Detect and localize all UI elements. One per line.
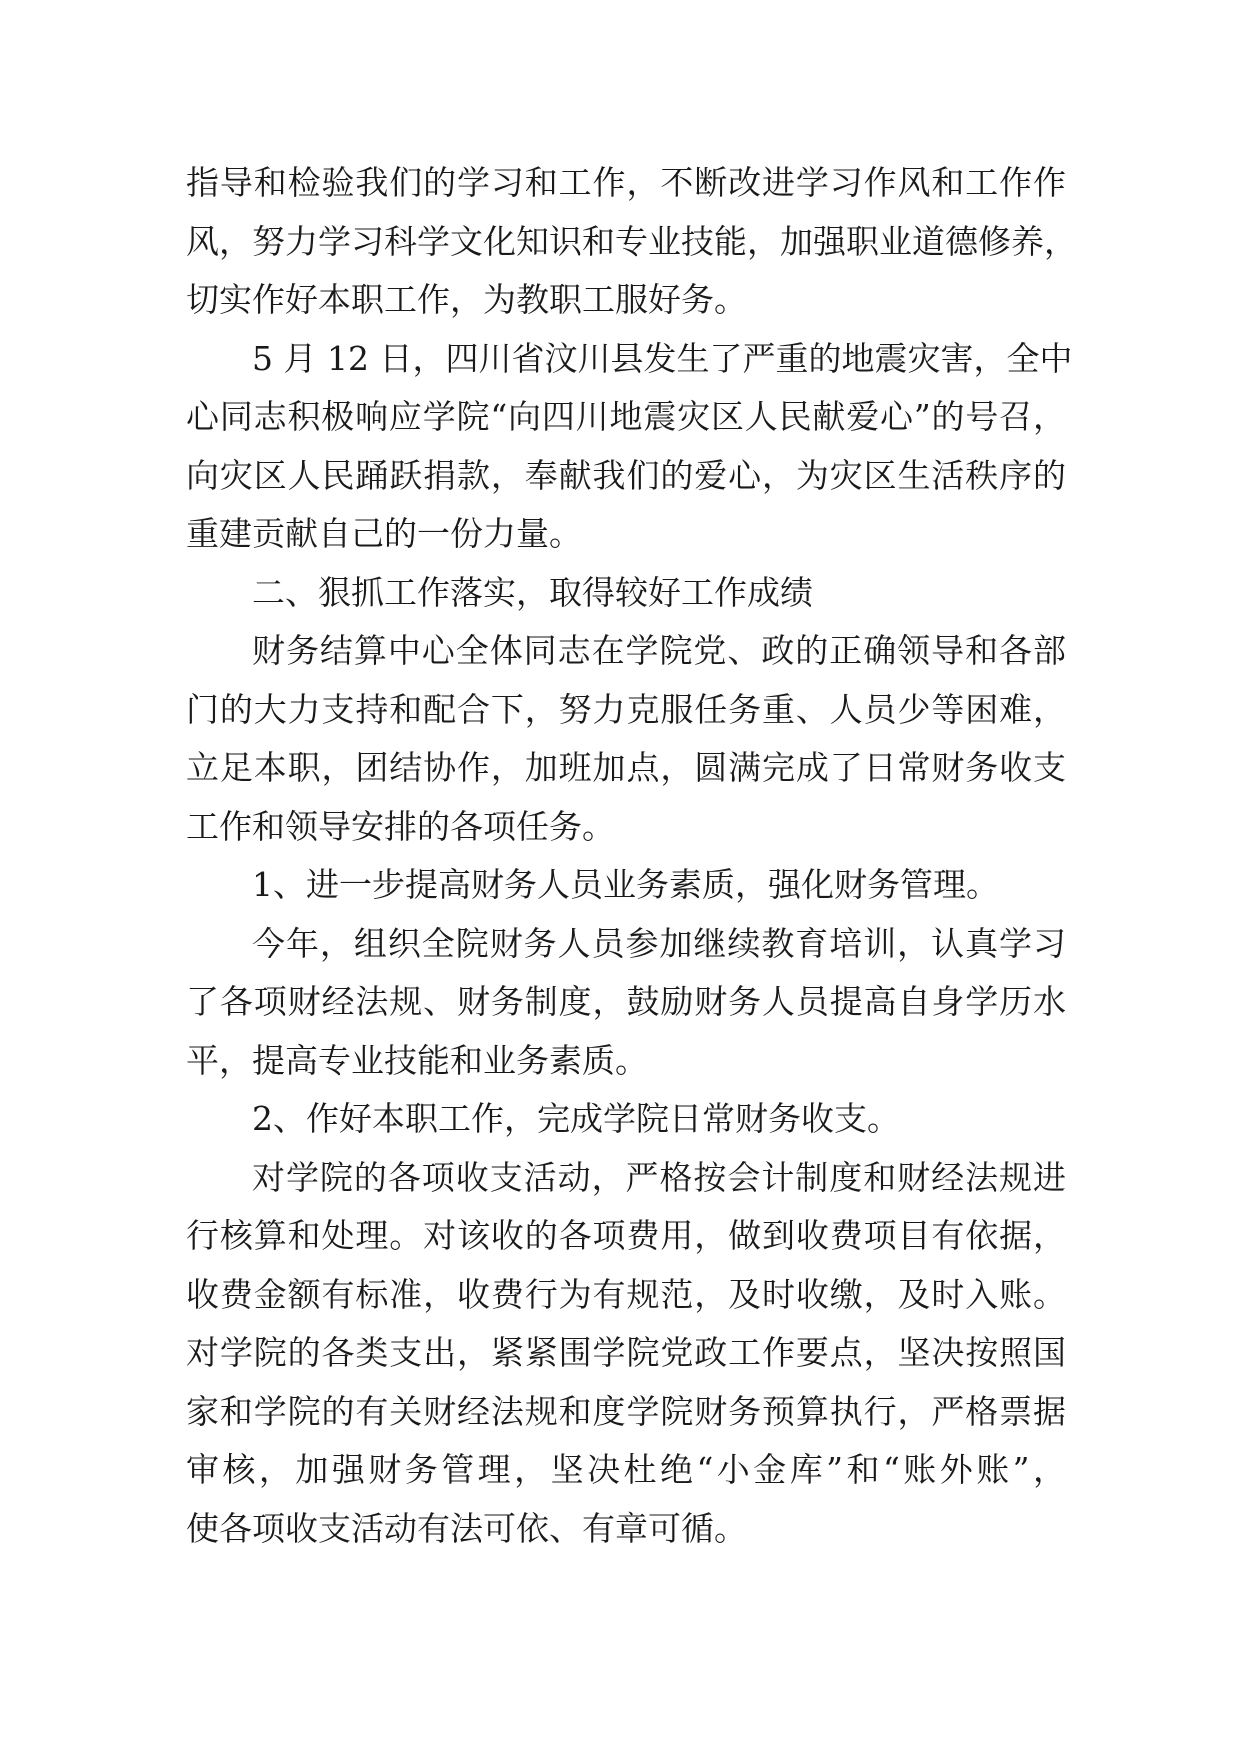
subsection-heading: 2、作好本职工作，完成学院日常财务收支。 [252, 1099, 900, 1138]
text-line: 工作和领导安排的各项任务。 [186, 806, 615, 846]
subheading-2 [186, 1090, 1066, 1149]
paragraph-1 [186, 154, 1077, 330]
text-line: 今年，组织全院财务人员参加继续教育培训，认真学习 [252, 923, 1066, 963]
text-line: 门的大力支持和配合下，努力克服任务重、人员少等困难， [186, 689, 1066, 729]
section-heading-2 [186, 564, 1066, 623]
text-line: 使各项收支活动有法可依、有章可循。 [186, 1508, 747, 1548]
text-line: 行核算和处理。对该收的各项费用，做到收费项目有依据， [186, 1216, 1066, 1255]
text-line: 财务结算中心全体同志在学院党、政的正确领导和各部 [252, 631, 1066, 670]
text-line: 5 月 12 日，四川省汶川县发生了严重的地震灾害，全中 [252, 338, 1073, 378]
text-line: 切实作好本职工作，为教职工服好务。 [186, 280, 747, 319]
text-line: 收费金额有标准，收费行为有规范，及时收缴，及时入账。 [186, 1274, 1066, 1314]
text-line: 向灾区人民踊跃捐款，奉献我们的爱心，为灾区生活秩序的 [186, 455, 1066, 495]
subsection-heading: 1、进一步提高财务人员业务素质，强化财务管理。 [252, 865, 999, 904]
text-line: 立足本职，团结协作，加班加点，圆满完成了日常财务收支 [186, 748, 1066, 787]
text-line: 审核，加强财务管理，坚决杜绝“小金库”和“账外账”， [186, 1450, 1066, 1489]
text-line: 平，提高专业技能和业务素质。 [186, 1040, 648, 1080]
paragraph-3 [186, 622, 1066, 856]
text-line: 重建贡献自己的一份力量。 [186, 514, 582, 553]
text-line: 对学院的各类支出，紧紧围学院党政工作要点，坚决按照国 [186, 1333, 1066, 1372]
paragraph-2 [186, 330, 1073, 564]
subheading-1 [186, 856, 1066, 915]
paragraph-5 [186, 1149, 1066, 1559]
text-line: 了各项财经法规、财务制度，鼓励财务人员提高自身学历水 [186, 982, 1066, 1021]
section-heading: 二、狠抓工作落实，取得较好工作成绩 [252, 572, 813, 612]
text-line: 心同志积极响应学院“向四川地震灾区人民献爱心”的号召， [186, 397, 1066, 436]
text-line: 对学院的各项收支活动，严格按会计制度和财经法规进 [252, 1157, 1066, 1197]
document-body [186, 154, 1077, 1558]
paragraph-4 [186, 915, 1066, 1091]
text-line: 家和学院的有关财经法规和度学院财务预算执行，严格票据 [186, 1391, 1066, 1431]
text-line: 指导和检验我们的学习和工作，不断改进学习作风和工作作 [186, 163, 1066, 202]
text-line: 风，努力学习科学文化知识和专业技能，加强职业道德修养， [186, 221, 1077, 261]
